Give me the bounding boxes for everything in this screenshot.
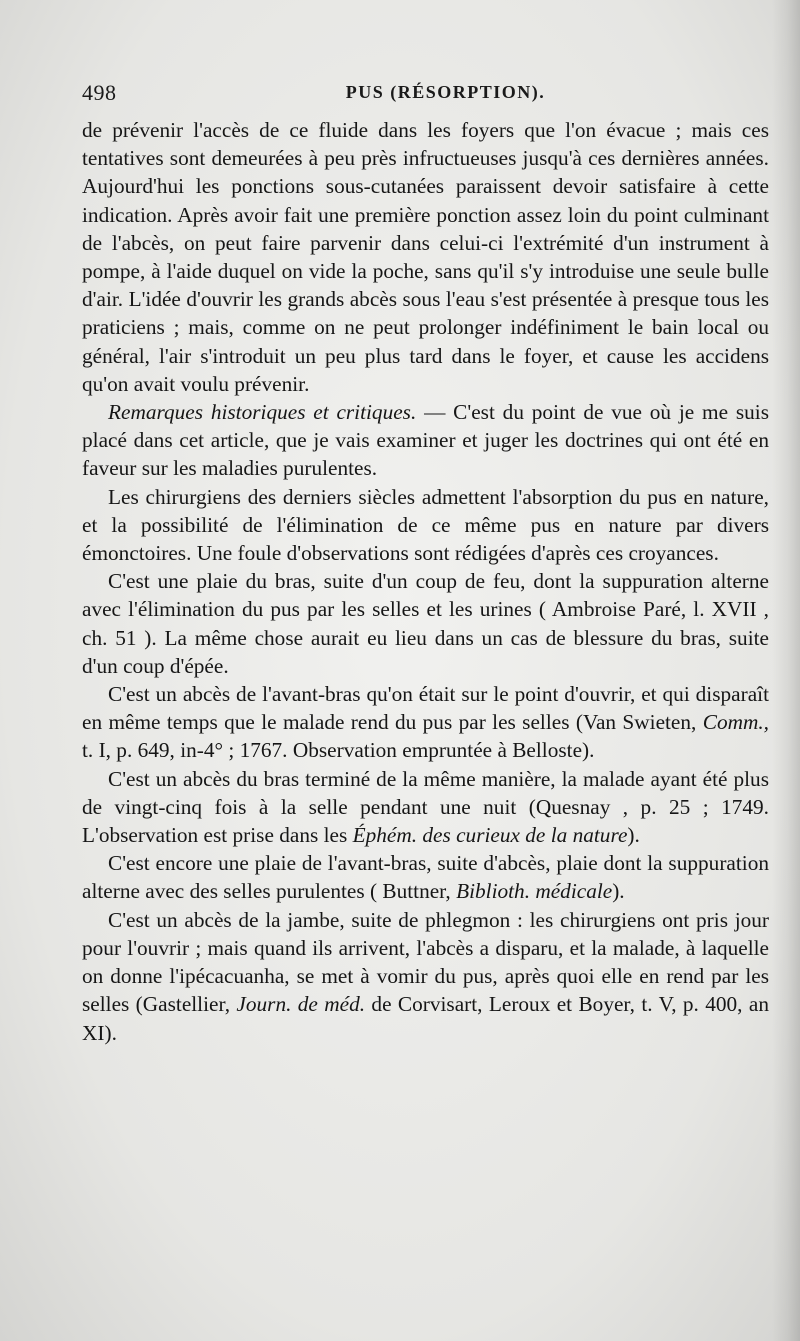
paragraph-7-text-b: ). bbox=[612, 879, 625, 904]
citation-italic-comm: Comm., bbox=[702, 710, 769, 735]
running-title: PUS (RÉSORPTION). bbox=[345, 82, 546, 102]
paragraph-8-text-b: de Corvisart, Leroux et Boyer, t. V, p. 400, an XI). bbox=[82, 992, 769, 1045]
paragraph-7-text-a: C'est encore une plaie de l'avant-bras, suite d'abcès, plaie dont la suppuration alterne avec des selles purulentes ( Buttner, bbox=[82, 851, 769, 904]
paragraph-5-text-b: t. I, p. 649, in-4° ; 1767. Observation empruntée à Belloste). bbox=[82, 738, 595, 763]
paragraph-7 bbox=[82, 849, 769, 905]
citation-italic-journ: Journ. de méd. bbox=[236, 992, 366, 1017]
paragraph-2-text: — C'est du point de vue où je me suis placé dans cet article, que je vais examiner et juger les doctrines qui ont été en faveur sur les maladies purulentes. bbox=[82, 400, 769, 481]
paragraph-5-text-a: C'est un abcès de l'avant-bras qu'on était sur le point d'ouvrir, et qui disparaît en même temps que le malade rend du pus par les selles (Van Swieten, bbox=[82, 682, 769, 735]
citation-italic-ephem: Éphém. des curieux de la nature bbox=[352, 823, 628, 848]
paragraph-6 bbox=[82, 765, 769, 850]
paragraph-3-text: Les chirurgiens des derniers siècles admettent l'absorption du pus en nature, et la possibilité de l'élimination de ce même pus en nature par divers émonctoires. Une foule d'observations sont rédigées d'après ces croyances. bbox=[82, 484, 769, 566]
paragraph-1-text: de prévenir l'accès de ce fluide dans les foyers que l'on évacue ; mais ces tentatives sont demeurées à peu près infructueuses jusqu'à ces dernières années. Aujourd'hui les ponctions sous-cutanées paraissent devoir satisfaire à cette indication. Après avoir fait une première ponction assez loin du point culminant de l'abcès, on peut faire parvenir dans celui-ci l'extrémité d'un instrument à pompe, à l'aide duquel on vide la poche, sans qu'il s'y introduise une seule bulle d'air. L'idée d'ouvrir les grands abcès sous l'eau s'est présentée à presque tous les praticiens ; mais, comme on ne peut prolonger indéfiniment le bain local ou général, l'air s'introduit un peu plus tard dans le foyer, et cause les accidens qu'on avait voulu prévenir. bbox=[82, 118, 769, 396]
paragraph-2 bbox=[82, 398, 769, 483]
paragraph-8-text-a: C'est un abcès de la jambe, suite de phlegmon : les chirurgiens ont pris jour pour l'ouvrir ; mais quand ils arrivent, l'abcès a disparu, et la malade, à laquelle on donne l'ipécacuanha, se met à vomir du pus, après quoi elle en rend par les selles (Gastellier, bbox=[82, 907, 769, 1017]
paragraph-3 bbox=[82, 483, 769, 568]
running-head bbox=[82, 80, 769, 110]
citation-italic-biblioth: Biblioth. médicale bbox=[456, 879, 613, 904]
paragraph-1 bbox=[82, 116, 769, 398]
paragraph-4-text: C'est une plaie du bras, suite d'un coup de feu, dont la suppuration alterne avec l'élimination du pus par les selles et les urines ( Ambroise Paré, l. XVII , ch. 51 ). La même chose aurait eu lieu dans un cas de blessure du bras, suite d'un coup d'épée. bbox=[82, 569, 769, 678]
page-number: 498 bbox=[82, 80, 117, 105]
paragraph-6-text-b: ). bbox=[627, 823, 640, 848]
paragraph-5 bbox=[82, 680, 769, 765]
section-heading-italic: Remarques historiques et critiques. bbox=[108, 400, 417, 425]
page-edge-shadow bbox=[772, 0, 800, 1341]
paragraph-4 bbox=[82, 567, 769, 680]
paragraph-8 bbox=[82, 906, 769, 1047]
paragraph-6-text-a: C'est un abcès du bras terminé de la même manière, la malade ayant été plus de vingt-cinq fois à la selle pendant une nuit (Quesnay , p. 25 ; 1749. L'observation est prise dans les bbox=[82, 766, 769, 848]
body-text bbox=[82, 116, 769, 1047]
